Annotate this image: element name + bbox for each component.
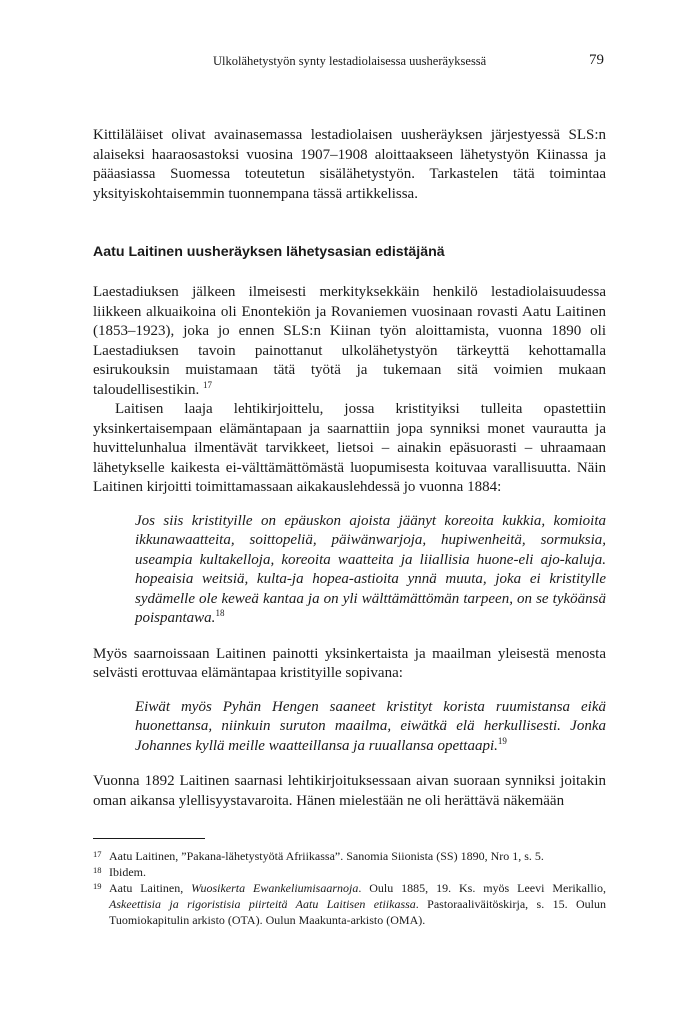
footnote-thesis-title: Askeettisia ja rigoristisia piirteitä Aatu Laitisen etiikassa [109, 897, 416, 911]
main-text [93, 126, 606, 811]
footnote-ref-19[interactable]: 19 [497, 735, 507, 746]
paragraph-1-text: Laestadiuksen jälkeen ilmeisesti merkityksekkäin henkilö lestadiolaisuudessa liikkeen alkuaikoina oli Enontekiön ja Rovaniemen vuosinaan rovasti Aatu Laitinen (1853–1923), joka jo ennen SLS:n Kiinan työn aloittamista, vuonna 1890 oli Laestadiuksen tavoin painottanut ulkolähetystyön tärkeyttä kehottamalla esirukouksin muistamaan tätä työtä ja tukemaan sitä voimien mukaan taloudellisestikin. [93, 284, 606, 398]
block-quote-1 [135, 512, 606, 629]
paragraph-2: Laitisen laaja lehtikirjoittelu, jossa kristityiksi tulleita opastettiin yksinkertaisempaan elämäntapaan ja saarnattiin jopa synniksi monet vaurautta ja huvittelunhalua ilmentävät tarvikkeet, lietsoi – ainakin epäsuorasti – uhraamaan lähetykselle kaikesta ei-välttämättömästä luopumisesta koituvaa varallisuutta. Näin Laitinen kirjoitti toimittamassaan aikakauslehdessä jo vuonna 1884: [93, 401, 606, 495]
paragraph-3: Myös saarnoissaan Laitinen painotti yksinkertaista ja maailman yleisestä menosta selvästi erottuvaa elämäntapaa kristityille sopivana: [93, 645, 606, 681]
footnote-number: 17 [93, 849, 102, 859]
quote-2-text: Eiwät myös Pyhän Hengen saaneet kristityt korista ruumistansa eikä huonettansa, niinkuin suruton maailma, eiwätkä elä herkullisesti. Jonka Johannes kyllä meille waatteillansa ja ruuallansa opettaapi. [135, 698, 606, 754]
footnote-text: Aatu Laitinen, ”Pakana-lähetystyötä Afriikassa”. Sanomia Siionista (SS) 1890, Nro 1, s. 5. [109, 849, 544, 863]
block-quote-2 [135, 698, 606, 757]
page-number: 79 [589, 52, 604, 68]
footnote-ref-18[interactable]: 18 [215, 608, 225, 618]
footnote-text-post: . Pastoraaliväitöskirja, s. 15. Oulun Tuomiokapitulin arkisto (OTA). Oulun Maakunta-arkisto (OMA). [109, 897, 606, 927]
running-header [93, 54, 606, 74]
footnote-ref-17[interactable]: 17 [203, 379, 212, 390]
footnote-number: 18 [93, 865, 102, 875]
section-heading: Aatu Laitinen uusheräyksen lähetysasian edistäjänä [93, 244, 445, 260]
quote-1-text: Jos siis kristityille on epäuskon ajoista jäänyt koreoita kukkia, komioita ikkunawaatteita, soittopeliä, päiwänwarjoja, hupiwenheitä, sormuksia, useampia kultakelloja, koreoita waatteita ja liiallisia huone-eli ajo-kaluja. hopeaisia weitsiä, kulta-ja hopea-astioita ynnä muuta, joka ei kristitylle sydämelle ole keweä kantaa ja on yli wälttämättömän tarpeen, on se tyköänsä poispantawa. [135, 512, 606, 626]
paragraph-4: Vuonna 1892 Laitinen saarnasi lehtikirjoituksessaan aivan suoraan synniksi joitakin oman aikansa ylellisyystavaroita. Hänen mielestään ne oli herättävä näkemään [93, 773, 606, 809]
footnote-text: Ibidem. [109, 865, 146, 879]
running-title: Ulkolähetystyön synty lestadiolaisessa uusheräyksessä [213, 54, 487, 68]
footnote-divider [93, 838, 205, 839]
footnote-18 [93, 864, 606, 880]
footnote-19 [93, 880, 606, 928]
footnote-book-title: Wuosikerta Ewankeliumisaarnoja [191, 881, 359, 895]
intro-paragraph: Kittiläläiset olivat avainasemassa lestadiolaisen uusheräyksen järjestyessä SLS:n alaiseksi haaraosastoksi vuosina 1907–1908 aloittaakseen lähetystyön Kiinassa ja pääasiassa Suomessa toteutetun sisälähetystyön. Tarkastelen tätä toimintaa yksityiskohtaisemmin tuonnempana tässä artikkelissa. [93, 127, 606, 202]
paragraph-1 [93, 283, 606, 400]
footnote-number: 19 [93, 881, 102, 891]
footnote-text-mid: . Oulu 1885, 19. Ks. myös Leevi Merikallio, [358, 881, 607, 895]
footnotes [93, 848, 606, 928]
footnote-17 [93, 848, 606, 864]
footnote-text-pre: Aatu Laitinen, [109, 881, 192, 895]
